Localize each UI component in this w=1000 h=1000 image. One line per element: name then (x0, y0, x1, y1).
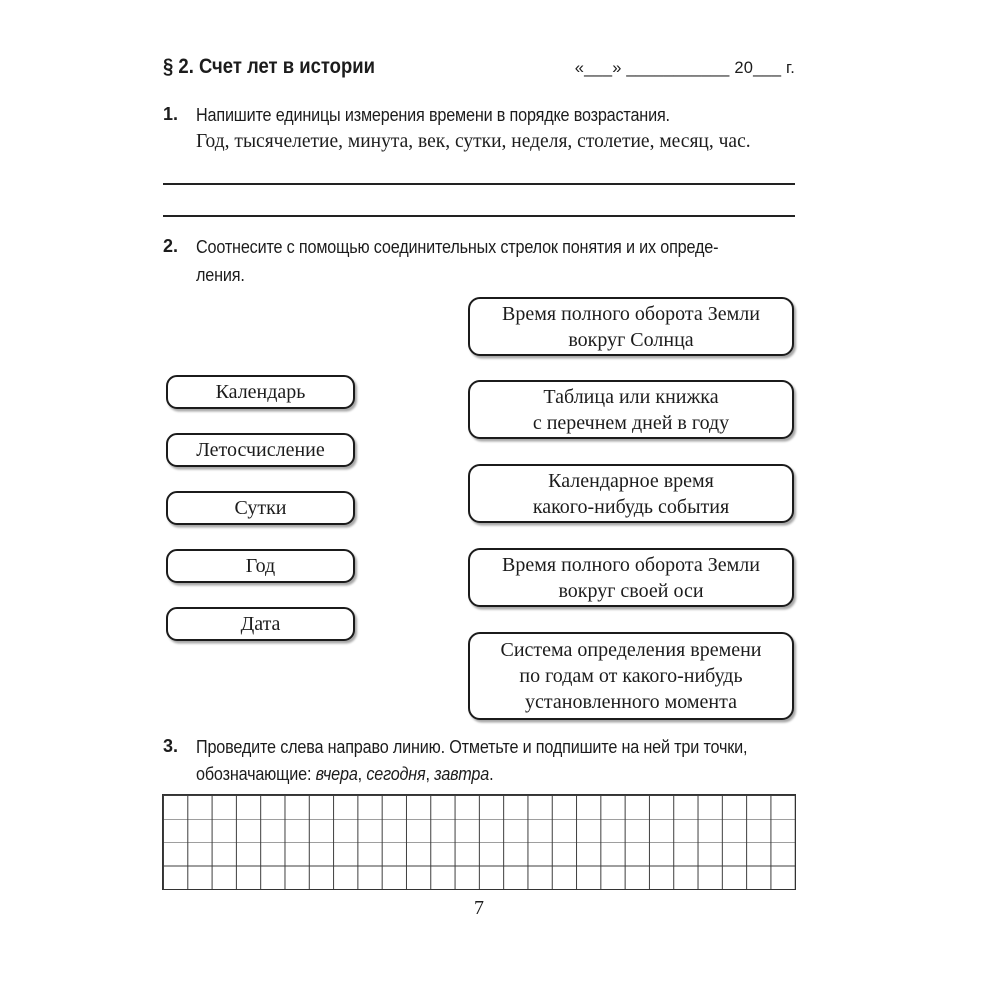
def-line: Время полного оборота Земли (502, 302, 760, 325)
task2-number: 2. (163, 236, 179, 256)
def-box-5[interactable] (468, 632, 794, 720)
task1-text: Напишите единицы измерения времени в порядке возрастания. (196, 105, 670, 125)
def-box-4[interactable] (468, 548, 794, 607)
task3-number: 3. (163, 736, 179, 756)
answer-line-1[interactable] (163, 183, 795, 185)
term-label: Дата (240, 612, 281, 635)
italic-term-tomorrow: завтра (434, 764, 490, 784)
squared-grid[interactable] (162, 794, 796, 890)
def-line: какого-нибудь события (532, 495, 730, 518)
task1-units-list: Год, тысячелетие, минута, век, сутки, неделя, столетие, месяц, час. (196, 131, 751, 152)
term-label: Летосчисление (196, 438, 325, 461)
term-box-date[interactable] (166, 607, 355, 641)
task1-number: 1. (163, 104, 179, 124)
answer-line-2[interactable] (163, 215, 795, 217)
def-line: вокруг Солнца (568, 328, 694, 351)
task3-line2-sep1: , (357, 764, 367, 784)
term-label: Сутки (234, 496, 287, 519)
def-box-2[interactable] (468, 380, 794, 439)
def-box-3[interactable] (468, 464, 794, 523)
term-box-chronology[interactable] (166, 433, 355, 467)
task3-line2-sep2: , (425, 764, 435, 784)
term-box-year[interactable] (166, 549, 355, 583)
task2-text-line1: Соотнесите с помощью соединительных стрелок понятия и их опреде- (196, 237, 719, 257)
task2-text-line2: ления. (196, 265, 245, 285)
def-line: вокруг своей оси (558, 579, 704, 602)
date-blank-line: «___» ___________ 20___ г. (574, 59, 795, 77)
def-line: Календарное время (548, 469, 714, 492)
italic-term-today: сегодня (366, 764, 426, 784)
task3-text-line1: Проведите слева направо линию. Отметьте и подпишите на ней три точки, (196, 737, 748, 757)
task3-text-line2 (196, 763, 493, 785)
italic-term-yesterday: вчера (315, 764, 358, 784)
term-box-day[interactable] (166, 491, 355, 525)
def-line: Время полного оборота Земли (502, 553, 760, 576)
def-line: Таблица или книжка (543, 385, 719, 408)
section-title: § 2. Счет лет в истории (163, 55, 375, 78)
def-line: по годам от какого-нибудь (519, 665, 743, 687)
page-number: 7 (474, 897, 484, 919)
def-line: с перечнем дней в году (532, 411, 730, 434)
task3-line2-prefix: обозначающие: (196, 764, 316, 784)
term-label: Год (245, 554, 276, 577)
task3-line2-end: . (489, 764, 494, 784)
def-line: Система определения времени (500, 639, 762, 661)
def-box-1[interactable] (468, 297, 794, 356)
term-box-calendar[interactable] (166, 375, 355, 409)
def-line: установленного момента (525, 691, 737, 713)
term-label: Календарь (215, 380, 306, 403)
